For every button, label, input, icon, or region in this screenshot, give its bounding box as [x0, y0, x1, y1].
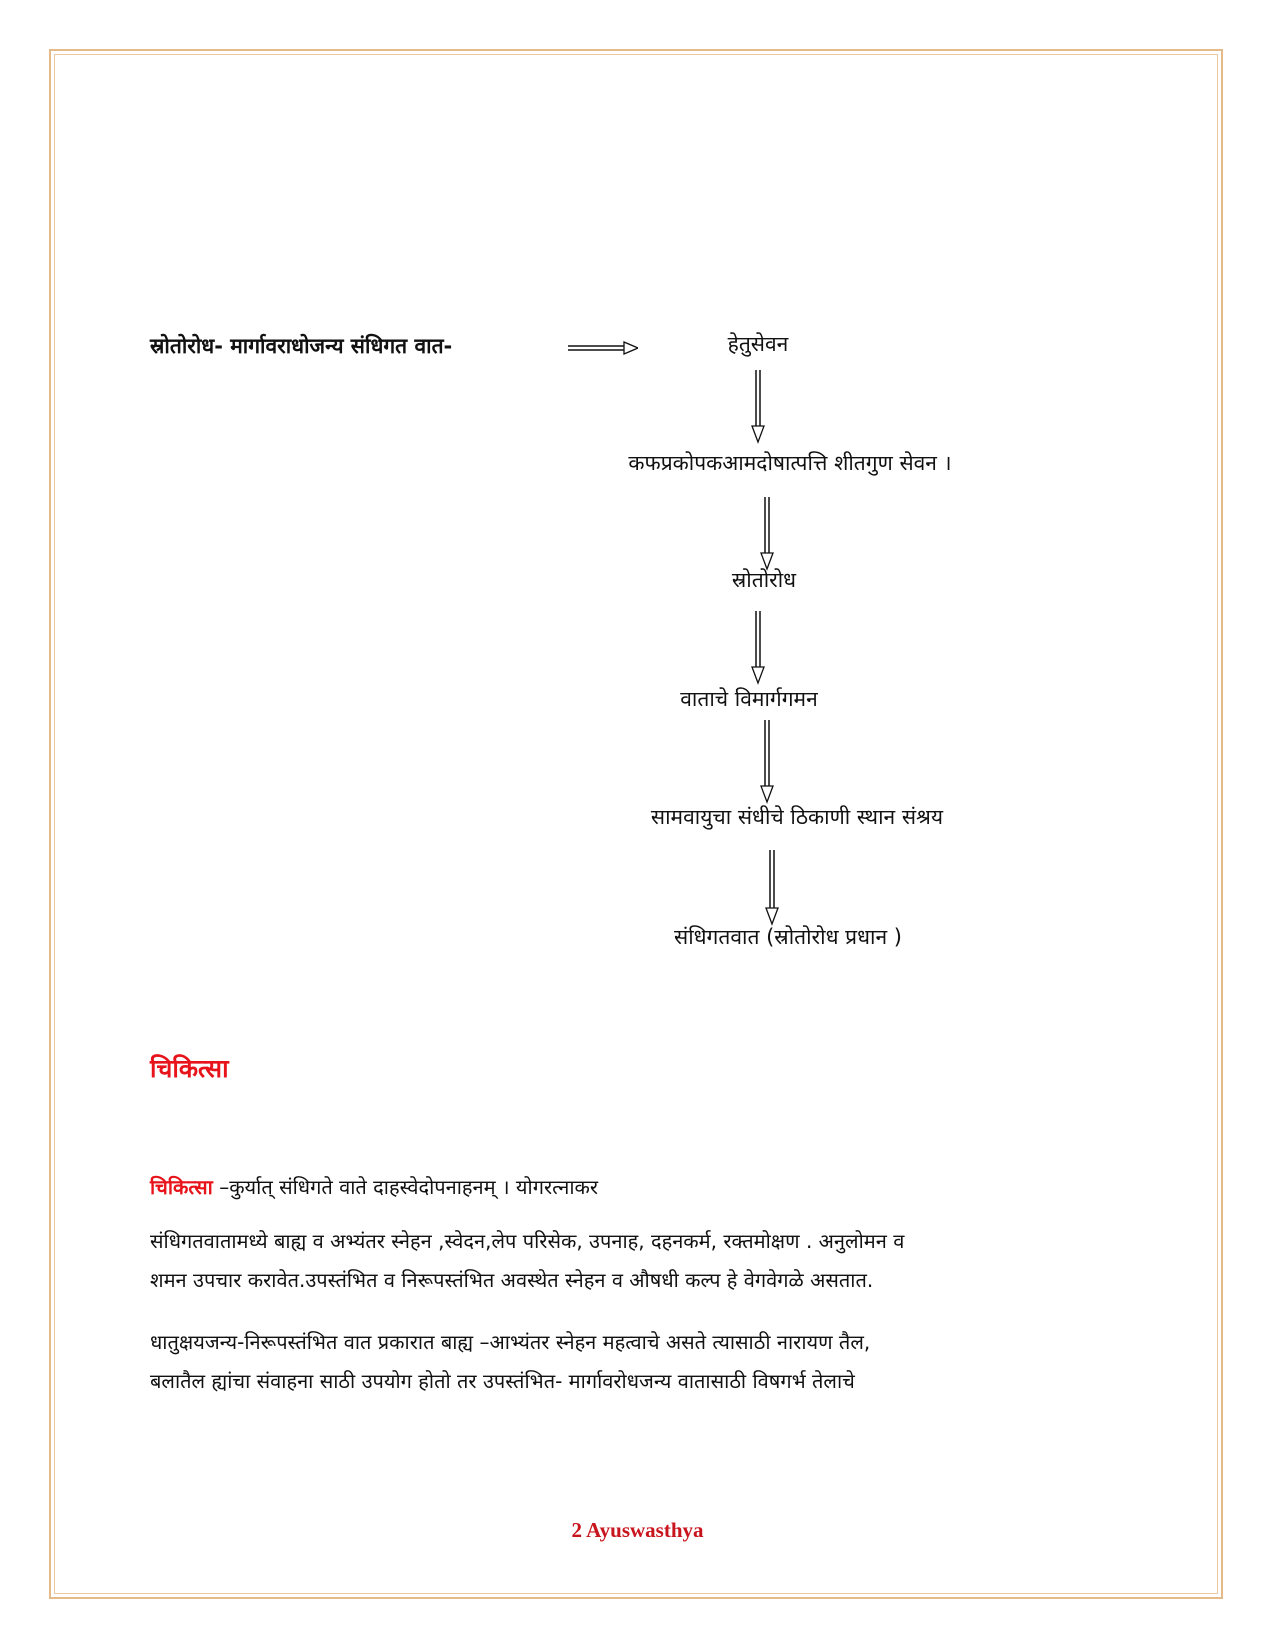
flow-node-hetusevan: हेतुसेवन	[727, 332, 789, 356]
footer-brand: Ayuswasthya	[586, 1518, 704, 1542]
flow-node-vimarga-gamana: वाताचे विमार्गगमन	[680, 687, 818, 711]
page-number: 2	[571, 1518, 582, 1542]
down-arrow-icon	[750, 611, 766, 685]
chikitsa-quote-text: –कुर्यात् संधिगते वाते दाहस्वेदोपनाहनम् । योगरत्नाकर	[212, 1175, 599, 1199]
right-arrow-icon	[568, 341, 638, 355]
page-footer	[0, 1518, 1275, 1543]
chikitsa-quote-label: चिकित्सा	[150, 1175, 213, 1199]
paragraph-2-line-1: धातुक्षयजन्य-निरूपस्तंभित वात प्रकारात बाह्य –आभ्यंतर स्नेहन महत्वाचे असते त्यासाठी नारायण तैल,	[150, 1330, 871, 1354]
down-arrow-icon	[759, 720, 775, 804]
down-arrow-icon	[764, 850, 780, 926]
flowchart-title: स्रोतोरोध- मार्गावराधोजन्य संधिगत वात-	[150, 334, 453, 358]
flow-node-srotorodha: स्रोतोरोध	[731, 568, 797, 592]
paragraph-2-line-2: बलातैल ह्यांचा संवाहना साठी उपयोग होतो तर उपस्तंभित- मार्गावरोधजन्य वातासाठी विषगर्भ तेलाचे	[150, 1369, 855, 1393]
flow-node-sthana-samshraya: सामवायुचा संधीचे ठिकाणी स्थान संश्रय	[650, 805, 944, 829]
flow-node-sandhigatavata: संधिगतवात (स्रोतोरोध प्रधान )	[674, 925, 902, 949]
paragraph-1-line-2: शमन उपचार करावेत.उपस्तंभित व निरूपस्तंभित अवस्थेत स्नेहन व औषधी कल्प हे वेगवेगळे असतात.	[150, 1268, 874, 1292]
down-arrow-icon	[750, 370, 766, 444]
chikitsa-quote	[150, 1168, 598, 1207]
flow-node-kapha-prakopa: कफप्रकोपकआमदोषात्पत्ति शीतगुण सेवन ।	[628, 451, 952, 475]
paragraph-1-line-1: संधिगतवातामध्ये बाह्य व अभ्यंतर स्नेहन ,स्वेदन,लेप परिसेक, उपनाह, दहनकर्म, रक्तमोक्षण . अनुलोमन व	[150, 1229, 905, 1253]
section-heading-chikitsa: चिकित्सा	[150, 1054, 229, 1083]
down-arrow-icon	[759, 497, 775, 571]
